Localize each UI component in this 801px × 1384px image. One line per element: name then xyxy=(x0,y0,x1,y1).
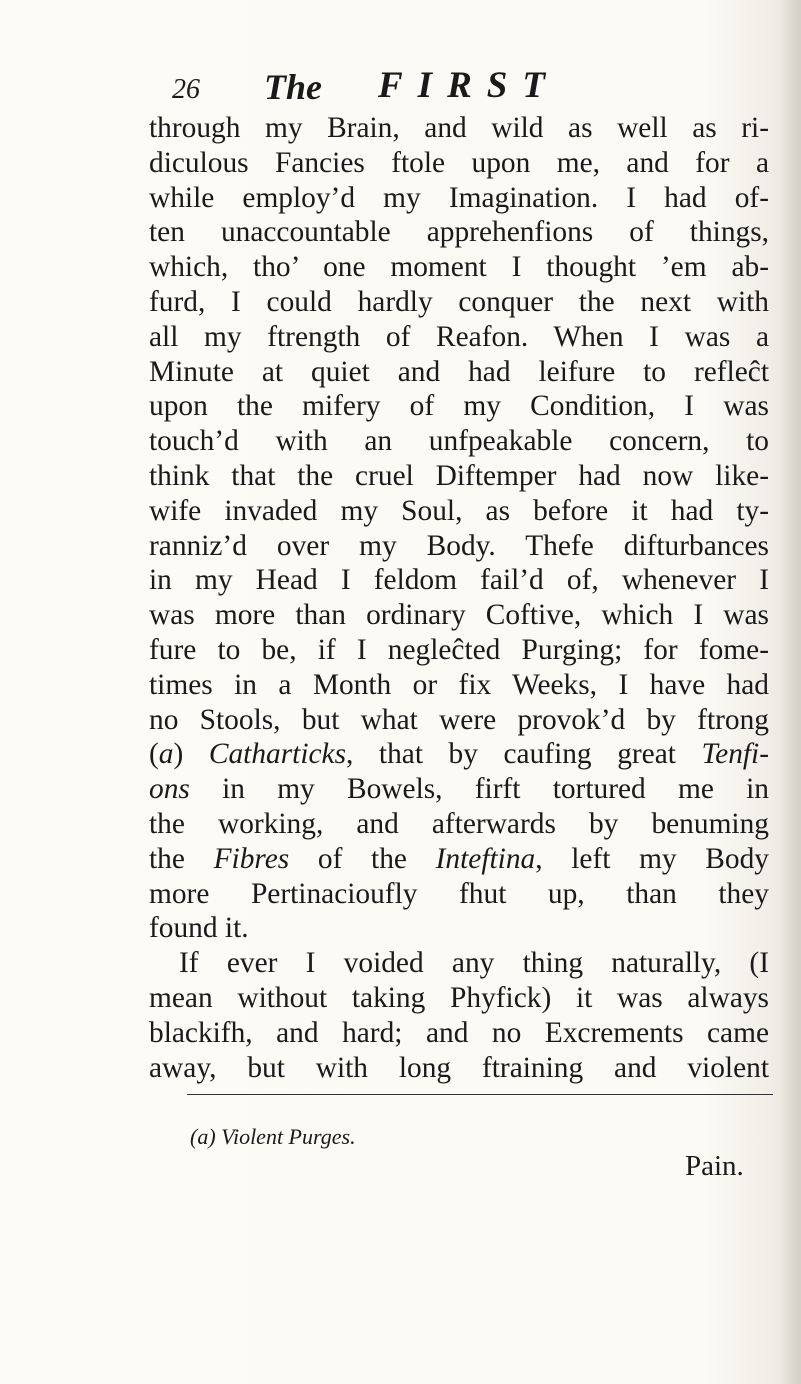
text-line: was more than ordinary Coftive, which I was xyxy=(149,599,769,632)
italic-term: Inteftina xyxy=(435,842,536,875)
footnote-reference: a xyxy=(158,738,174,771)
body-text xyxy=(149,111,769,1085)
text-line: furd, I could hardly conquer the next with xyxy=(149,285,769,318)
text-line-with-footnote-ref: (a) Catharticks, that by caufing great Tenfi- xyxy=(149,738,770,771)
text-line: touch’d with an unfpeakable concern, to xyxy=(149,425,769,458)
text-line: fure to be, if I negleĉted Purging; for fome- xyxy=(149,633,769,666)
italic-term: Catharticks xyxy=(208,738,347,771)
text-line: ten unaccountable apprehenfions of things, xyxy=(149,216,769,249)
running-head-title: FIRST xyxy=(378,65,560,106)
catchword: Pain. xyxy=(685,1150,744,1182)
text-line: blackifh, and hard; and no Excrements came xyxy=(149,1016,769,1049)
page-edge-shadow xyxy=(779,0,801,1384)
text-line: Minute at quiet and had leifure to refleĉt xyxy=(149,355,769,388)
text-line: through my Brain, and wild as well as ri- xyxy=(149,112,769,144)
paragraph-start-line: If ever I voided any thing naturally, (I xyxy=(179,947,769,980)
text-line: more Pertinacioufly fhut up, than they xyxy=(149,877,769,910)
text-line: the Fibres of the Inteftina, left my Body xyxy=(149,842,769,875)
page-number: 26 xyxy=(172,74,200,105)
footnote: (a) Violent Purges. xyxy=(190,1124,356,1149)
text-line: mean without taking Phyfick) it was always xyxy=(149,981,769,1014)
text-line: found it. xyxy=(149,912,249,945)
text-line: times in a Month or fix Weeks, I have had xyxy=(149,668,769,701)
text-line: ons in my Bowels, firft tortured me in xyxy=(149,773,769,806)
text-line: no Stools, but what were provok’d by ftrong xyxy=(149,703,769,736)
running-head xyxy=(172,62,772,112)
text-line: which, tho’ one moment I thought ’em ab- xyxy=(149,251,769,284)
footnote-divider xyxy=(187,1094,773,1095)
italic-term: Tenfi- xyxy=(701,738,770,771)
text-line: diculous Fancies ftole upon me, and for a xyxy=(149,146,769,179)
text-line: away, but with long ftraining and violent xyxy=(149,1051,769,1084)
text-line: upon the mifery of my Condition, I was xyxy=(149,390,769,423)
text-line: while employ’d my Imagination. I had of- xyxy=(149,181,769,214)
italic-term: Fibres xyxy=(213,842,290,875)
text-line: the working, and afterwards by benuming xyxy=(149,807,769,840)
italic-term: ons xyxy=(149,773,190,806)
text-line: wife invaded my Soul, as before it had ty- xyxy=(149,494,769,527)
text-line: think that the cruel Diftemper had now like- xyxy=(149,459,769,492)
text-line: ranniz’d over my Body. Thefe difturbances xyxy=(149,529,769,562)
running-head-article: The xyxy=(264,67,322,107)
text-line: all my ftrength of Reafon. When I was a xyxy=(149,320,769,353)
text-line: in my Head I feldom fail’d of, whenever I xyxy=(149,564,769,597)
